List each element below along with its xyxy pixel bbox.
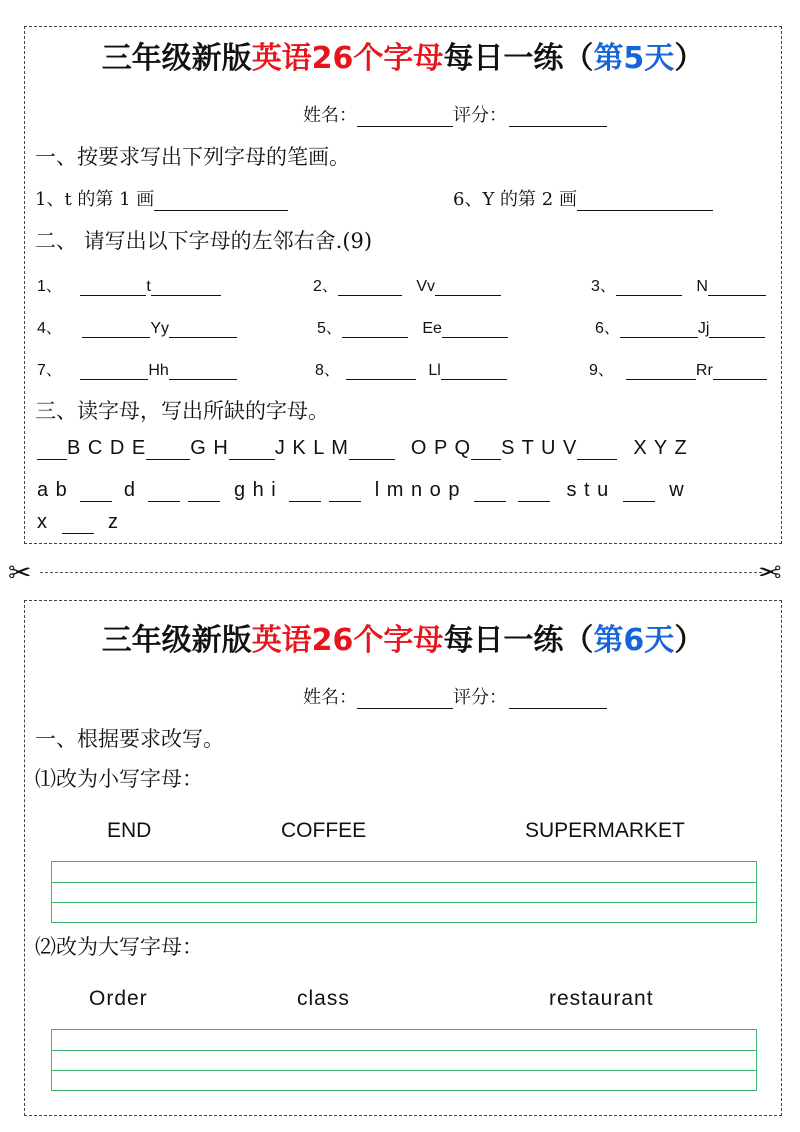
- missing-letter-blank[interactable]: [80, 483, 112, 502]
- given-letters: w: [669, 479, 685, 501]
- center-letter: Hh: [148, 362, 169, 379]
- left-blank[interactable]: [626, 363, 696, 380]
- neighbour-item: [37, 315, 237, 338]
- word-class: class: [297, 987, 350, 1010]
- section-3-heading: 三、读字母，写出所缺的字母。: [35, 399, 329, 423]
- given-letters: s t u: [566, 479, 610, 501]
- missing-letter-blank[interactable]: [37, 441, 67, 460]
- right-blank[interactable]: [441, 363, 507, 380]
- stroke-answer-2[interactable]: [577, 192, 713, 211]
- right-blank[interactable]: [709, 321, 765, 338]
- given-letters: J K L M: [274, 437, 349, 459]
- missing-letter-blank[interactable]: [329, 483, 361, 502]
- stroke-question-1-label: 1、t 的第 1 画: [35, 189, 155, 210]
- given-letters: d: [123, 479, 136, 501]
- day6-title: [25, 615, 781, 659]
- stroke-question-1: [35, 185, 288, 211]
- worksheet-day6: [24, 600, 782, 1116]
- given-letters: z: [108, 511, 119, 533]
- left-blank[interactable]: [338, 279, 402, 296]
- guide-line: [52, 1070, 756, 1071]
- score-label: 评分：: [453, 687, 507, 708]
- word-restaurant: restaurant: [549, 987, 654, 1010]
- neighbour-item: [37, 273, 221, 296]
- title-part5: ）: [674, 623, 705, 658]
- name-label: 姓名：: [303, 687, 357, 708]
- name-blank[interactable]: [357, 108, 453, 127]
- worksheet-day5: [24, 26, 782, 544]
- subsection-uppercase: ⑵改为大写字母：: [35, 935, 203, 959]
- word-supermarket: SUPERMARKET: [525, 819, 685, 842]
- given-letters: X Y Z: [633, 437, 688, 459]
- scissors-icon: ✂: [8, 556, 32, 589]
- item-number: 2、: [313, 278, 338, 295]
- missing-letter-blank[interactable]: [62, 515, 94, 534]
- missing-letter-blank[interactable]: [289, 483, 321, 502]
- given-letters: a b: [37, 479, 68, 501]
- day5-title: [25, 33, 781, 77]
- word-order: Order: [89, 987, 148, 1010]
- title-day: 第5天: [593, 41, 675, 76]
- score-blank[interactable]: [509, 690, 607, 709]
- item-number: 4、: [37, 320, 62, 337]
- missing-letter-blank[interactable]: [148, 483, 180, 502]
- writing-lines-2[interactable]: [51, 1029, 757, 1091]
- center-letter: N: [696, 278, 708, 295]
- missing-letter-blank[interactable]: [146, 441, 190, 460]
- left-blank[interactable]: [80, 363, 148, 380]
- missing-letter-blank[interactable]: [623, 483, 655, 502]
- given-letters: l m n o p: [374, 479, 461, 501]
- uppercase-alphabet-row: [37, 437, 688, 460]
- item-number: 6、: [595, 320, 620, 337]
- stroke-question-2-label: 6、Y 的第 2 画: [453, 189, 577, 210]
- guide-line: [52, 882, 756, 883]
- title-part3: 每日一练（: [443, 41, 594, 76]
- title-part1: 三年级新版: [101, 41, 252, 76]
- center-letter: Vv: [416, 278, 436, 295]
- name-label: 姓名：: [303, 105, 357, 126]
- name-score-row: [303, 683, 607, 709]
- center-letter: t: [146, 278, 151, 295]
- right-blank[interactable]: [151, 279, 221, 296]
- given-letters: g h i: [233, 479, 277, 501]
- neighbour-item: [313, 273, 501, 296]
- given-letters: S T U V: [501, 437, 578, 459]
- right-blank[interactable]: [713, 363, 767, 380]
- item-number: 1、: [37, 278, 62, 295]
- neighbour-item: [315, 357, 507, 380]
- missing-letter-blank[interactable]: [471, 441, 501, 460]
- cut-line: [40, 572, 762, 573]
- subsection-lowercase: ⑴改为小写字母：: [35, 767, 203, 791]
- left-blank[interactable]: [346, 363, 416, 380]
- lowercase-alphabet-row-2: [37, 511, 119, 534]
- left-blank[interactable]: [616, 279, 682, 296]
- word-coffee: COFFEE: [281, 819, 367, 842]
- missing-letter-blank[interactable]: [188, 483, 220, 502]
- section-2-heading: 二、 请写出以下字母的左邻右舍.(9): [35, 229, 373, 253]
- center-letter: Rr: [695, 362, 713, 379]
- item-number: 7、: [37, 362, 62, 379]
- given-letters: G H: [190, 437, 229, 459]
- writing-lines-1[interactable]: [51, 861, 757, 923]
- item-number: 5、: [317, 320, 342, 337]
- left-blank[interactable]: [80, 279, 146, 296]
- title-part2: 英语26个字母: [251, 41, 444, 76]
- missing-letter-blank[interactable]: [349, 441, 395, 460]
- missing-letter-blank[interactable]: [518, 483, 550, 502]
- right-blank[interactable]: [435, 279, 501, 296]
- lowercase-alphabet-row: [37, 479, 685, 502]
- neighbour-item: [589, 357, 767, 380]
- neighbour-item: [595, 315, 765, 338]
- name-score-row: [303, 101, 607, 127]
- score-blank[interactable]: [509, 108, 607, 127]
- item-number: 3、: [591, 278, 616, 295]
- center-letter: Yy: [150, 320, 170, 337]
- left-blank[interactable]: [342, 321, 408, 338]
- score-label: 评分：: [453, 105, 507, 126]
- name-blank[interactable]: [357, 690, 453, 709]
- item-number: 9、: [589, 362, 614, 379]
- right-blank[interactable]: [708, 279, 766, 296]
- missing-letter-blank[interactable]: [229, 441, 275, 460]
- scissors-icon: ✂: [758, 556, 782, 589]
- stroke-answer-1[interactable]: [154, 192, 288, 211]
- neighbour-item: [317, 315, 508, 338]
- missing-letter-blank[interactable]: [474, 483, 506, 502]
- given-letters: B C D E: [67, 437, 147, 459]
- stroke-question-2: [453, 185, 713, 211]
- center-letter: Jj: [697, 320, 710, 337]
- guide-line: [52, 1050, 756, 1051]
- guide-line: [52, 902, 756, 903]
- title-part3: 每日一练（: [443, 623, 594, 658]
- item-number: 8、: [315, 362, 340, 379]
- title-part5: ）: [674, 41, 705, 76]
- title-day: 第6天: [593, 623, 675, 658]
- left-blank[interactable]: [620, 321, 698, 338]
- center-letter: Ll: [428, 362, 441, 379]
- given-letters: x: [37, 511, 48, 533]
- neighbour-item: [591, 273, 766, 296]
- missing-letter-blank[interactable]: [577, 441, 617, 460]
- word-end: END: [107, 819, 152, 842]
- title-part1: 三年级新版: [101, 623, 252, 658]
- center-letter: Ee: [422, 320, 442, 337]
- section-1-heading: 一、根据要求改写。: [35, 727, 224, 751]
- right-blank[interactable]: [442, 321, 508, 338]
- right-blank[interactable]: [169, 321, 237, 338]
- section-1-heading: 一、按要求写出下列字母的笔画。: [35, 145, 350, 169]
- neighbour-item: [37, 357, 237, 380]
- right-blank[interactable]: [169, 363, 237, 380]
- given-letters: O P Q: [410, 437, 472, 459]
- title-part2: 英语26个字母: [251, 623, 444, 658]
- left-blank[interactable]: [82, 321, 150, 338]
